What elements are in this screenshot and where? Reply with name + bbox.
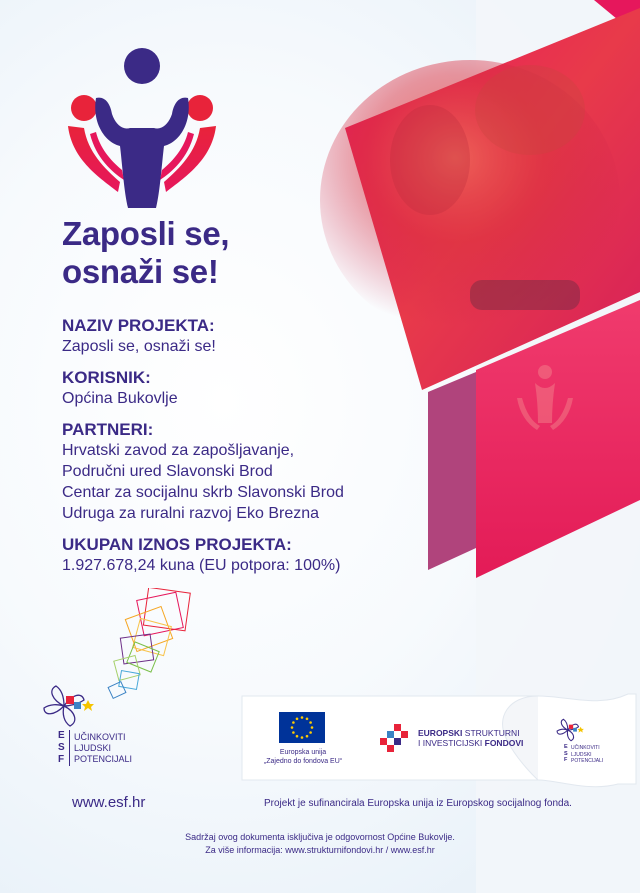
esf-word: POTENCIJALI bbox=[571, 758, 604, 764]
slogan-line-1: Zaposli se, bbox=[62, 215, 230, 252]
esf-word: LJUDSKI bbox=[571, 751, 592, 758]
section-line: Udruga za ruralni razvoj Eko Brezna bbox=[62, 505, 320, 522]
section-line: 1.927.678,24 kuna (EU potpora: 100%) bbox=[62, 557, 341, 574]
eu-caption-line: „Zajedno do fondova EU“ bbox=[263, 758, 343, 765]
section-heading: NAZIV PROJEKTA: bbox=[62, 316, 215, 335]
funds-word: STRUKTURNI bbox=[464, 728, 520, 738]
checkered-squares-icon bbox=[380, 724, 414, 754]
esf-logo bbox=[42, 680, 162, 780]
structural-funds-logo bbox=[380, 722, 540, 762]
eu-flag-icon bbox=[279, 712, 325, 743]
section-heading: UKUPAN IZNOS PROJEKTA: bbox=[62, 535, 292, 554]
section-heading: PARTNERI: bbox=[62, 420, 154, 439]
esf-letter: S bbox=[564, 750, 568, 757]
project-info bbox=[62, 315, 442, 576]
section-total-amount bbox=[62, 534, 442, 576]
section-line: Hrvatski zavod za zapošljavanje, bbox=[62, 442, 295, 459]
section-heading: KORISNIK: bbox=[62, 368, 151, 387]
section-line: Centar za socijalnu skrb Slavonski Brod bbox=[62, 484, 344, 501]
esf-letter: E bbox=[58, 730, 65, 741]
esf-website-link[interactable]: www.esf.hr bbox=[72, 794, 146, 811]
esf-divider bbox=[69, 730, 70, 766]
esf-letter: F bbox=[58, 754, 65, 765]
esf-letter: E bbox=[564, 744, 568, 750]
esf-pinwheel-icon bbox=[42, 680, 98, 732]
project-figure-logo-icon bbox=[62, 42, 222, 210]
section-line: Područni ured Slavonski Brod bbox=[62, 463, 273, 480]
esf-letter: F bbox=[564, 757, 568, 763]
section-project-name bbox=[62, 315, 442, 357]
esf-pinwheel-icon bbox=[556, 716, 586, 744]
section-beneficiary bbox=[62, 367, 442, 409]
esf-letter: S bbox=[58, 742, 65, 753]
esf-words-small bbox=[571, 745, 603, 765]
slogan-line-2: osnaži se! bbox=[62, 253, 219, 290]
esf-letters-small bbox=[564, 744, 568, 764]
esf-word: UČINKOVITI bbox=[571, 745, 600, 751]
cofunding-note: Projekt je sufinancirala Europska unija iz Europskog socijalnog fonda. bbox=[264, 798, 572, 809]
esf-words bbox=[74, 732, 132, 765]
footer-more-info: Za više informacija: www.strukturnifondovi.hr / www.esf.hr bbox=[205, 845, 435, 855]
section-line: Općina Bukovlje bbox=[62, 390, 178, 407]
eu-caption-line: Europska unija bbox=[279, 749, 327, 756]
structural-funds-text bbox=[418, 728, 523, 748]
esf-letters bbox=[58, 730, 65, 766]
funds-word: EUROPSKI bbox=[418, 728, 463, 738]
eu-logo bbox=[262, 712, 344, 772]
esf-word: LJUDSKI bbox=[74, 743, 112, 753]
esf-logo-small bbox=[556, 716, 626, 772]
funds-word: FONDOVI bbox=[484, 738, 524, 748]
slogan bbox=[62, 215, 229, 291]
esf-word: UČINKOVITI bbox=[74, 732, 126, 742]
esf-word: POTENCIJALI bbox=[74, 754, 133, 764]
eu-caption bbox=[262, 748, 344, 766]
footer-disclaimer: Sadržaj ovog dokumenta isključiva je odgovornost Općine Bukovlje. bbox=[185, 832, 455, 842]
section-line: Zaposli se, osnaži se! bbox=[62, 338, 216, 355]
funds-word: I INVESTICIJSKI bbox=[418, 738, 483, 748]
section-partners bbox=[62, 419, 442, 524]
